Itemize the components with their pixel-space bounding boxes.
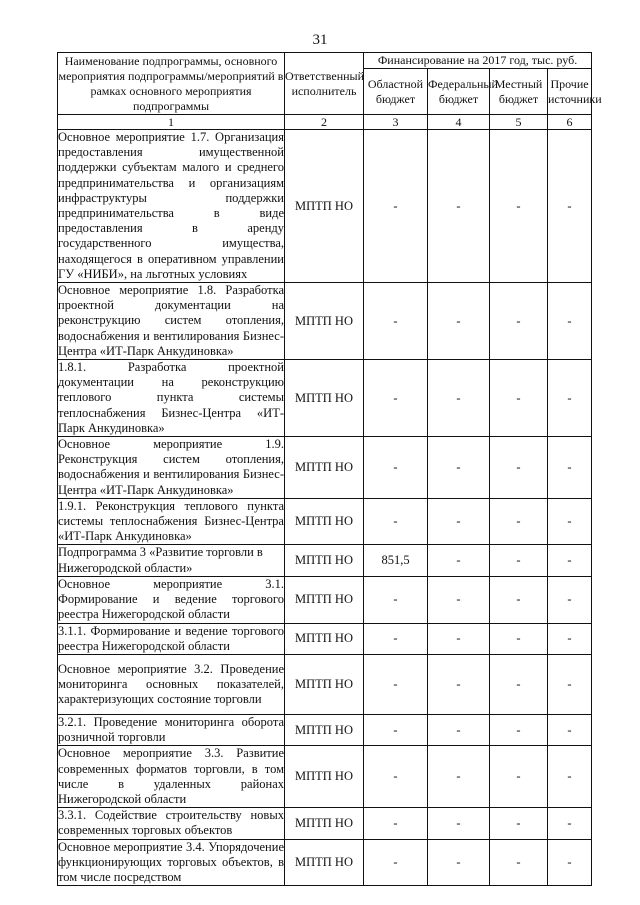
page-number: 31	[312, 32, 328, 48]
row-other: -	[548, 360, 592, 437]
row-other: -	[548, 283, 592, 360]
table-row	[58, 839, 592, 886]
column-number: 4	[428, 115, 490, 130]
row-name: 3.2.1. Проведение мониторинга оборота розничной торговли	[58, 714, 284, 745]
table-row	[58, 360, 592, 437]
row-local: -	[490, 839, 548, 886]
row-federal: -	[428, 360, 490, 437]
row-regional: -	[364, 839, 428, 886]
table-row	[58, 437, 592, 499]
table-row	[58, 808, 592, 839]
row-executor: МПТП НО	[285, 839, 364, 886]
row-regional: -	[364, 576, 428, 623]
row-local: -	[490, 283, 548, 360]
row-name: Основное мероприятие 3.3. Развитие современных форматов торговли, в том числе в удаленных районах Нижегородской области	[58, 746, 284, 806]
row-local: -	[490, 654, 548, 714]
row-local: -	[490, 576, 548, 623]
row-federal: -	[428, 130, 490, 283]
row-local: -	[490, 808, 548, 839]
row-local: -	[490, 360, 548, 437]
row-executor: МПТП НО	[285, 545, 364, 576]
row-other: -	[548, 437, 592, 499]
header-regional-budget: Областной бюджет	[364, 69, 428, 115]
row-executor: МПТП НО	[285, 714, 364, 745]
row-local: -	[490, 498, 548, 545]
row-name: 1.9.1. Реконструкция теплового пункта системы теплоснабжения Бизнес-Центра «ИТ-Парк Анкудиновка»	[58, 498, 284, 544]
row-local: -	[490, 623, 548, 654]
row-other: -	[548, 498, 592, 545]
column-number: 3	[364, 115, 428, 130]
row-executor: МПТП НО	[285, 437, 364, 499]
table-row	[58, 746, 592, 808]
table-row	[58, 498, 592, 545]
table-row	[58, 576, 592, 623]
table-row	[58, 545, 592, 576]
row-other: -	[548, 130, 592, 283]
header-financing: Финансирование на 2017 год, тыс. руб.	[364, 53, 592, 69]
row-regional: -	[364, 283, 428, 360]
row-local: -	[490, 437, 548, 499]
row-name: Основное мероприятие 1.9. Реконструкция систем отопления, водоснабжения и вентилирования Бизнес-Центра «ИТ-Парк Анкудиновка»	[58, 437, 284, 497]
row-name: 3.1.1. Формирование и ведение торгового реестра Нижегородской области	[58, 623, 284, 653]
header-other-sources: Прочие источники	[548, 69, 592, 115]
row-federal: -	[428, 654, 490, 714]
row-other: -	[548, 808, 592, 839]
column-number: 5	[490, 115, 548, 130]
row-executor: МПТП НО	[285, 576, 364, 623]
row-name: Основное мероприятие 1.8. Разработка проектной документации на реконструкцию систем отопления, водоснабжения и вентилирования Бизнес-Центра «ИТ-Парк Анкудиновка»	[58, 283, 284, 358]
row-federal: -	[428, 746, 490, 808]
row-federal: -	[428, 623, 490, 654]
table-row	[58, 654, 592, 714]
financing-table	[57, 52, 602, 886]
header-local-budget: Местный бюджет	[490, 69, 548, 115]
header-federal-budget: Федеральный бюджет	[428, 69, 490, 115]
row-executor: МПТП НО	[285, 130, 364, 283]
row-regional: -	[364, 654, 428, 714]
row-other: -	[548, 623, 592, 654]
row-executor: МПТП НО	[285, 654, 364, 714]
row-name: 3.3.1. Содействие строительству новых современных торговых объектов	[58, 808, 284, 838]
row-regional: -	[364, 437, 428, 499]
table-row	[58, 130, 592, 283]
row-regional: -	[364, 714, 428, 745]
row-federal: -	[428, 283, 490, 360]
row-federal: -	[428, 576, 490, 623]
row-other: -	[548, 576, 592, 623]
row-regional: -	[364, 130, 428, 283]
row-federal: -	[428, 808, 490, 839]
row-name: 1.8.1. Разработка проектной документации на реконструкцию теплового пункта системы теплоснабжения Бизнес-Центра «ИТ-Парк Анкудиновка»	[58, 360, 284, 435]
row-regional: -	[364, 360, 428, 437]
column-number: 1	[58, 115, 285, 130]
table-row	[58, 623, 592, 654]
row-federal: -	[428, 839, 490, 886]
row-federal: -	[428, 437, 490, 499]
header-executor: Ответственный исполнитель	[285, 53, 364, 115]
row-local: -	[490, 746, 548, 808]
row-name: Основное мероприятие 3.4. Упорядочение функционирующих торговых объектов, в том числе посредством	[58, 839, 284, 884]
row-name: Основное мероприятие 3.2. Проведение мониторинга основных показателей, характеризующих состояние торговли	[58, 654, 285, 714]
row-name: Основное мероприятие 1.7. Организация предоставления имущественной поддержки субъектам малого и среднего предпринимательства и организациям инфраструктуры поддержки предпринимательства в виде предоставления в аренду государственного имущества, находящегося в оперативном управлении ГУ «НИБИ», на льготных условиях	[58, 130, 284, 281]
row-executor: МПТП НО	[285, 360, 364, 437]
row-other: -	[548, 839, 592, 886]
row-executor: МПТП НО	[285, 623, 364, 654]
row-executor: МПТП НО	[285, 283, 364, 360]
row-name: Основное мероприятие 3.1. Формирование и ведение торгового реестра Нижегородской области	[58, 576, 284, 622]
row-name: Подпрограмма 3 «Развитие торговли в Нижегородской области»	[58, 545, 285, 576]
row-regional: -	[364, 498, 428, 545]
row-other: -	[548, 545, 592, 576]
row-other: -	[548, 714, 592, 745]
table-row	[58, 283, 592, 360]
row-executor: МПТП НО	[285, 498, 364, 545]
row-executor: МПТП НО	[285, 746, 364, 808]
row-local: -	[490, 545, 548, 576]
row-regional: -	[364, 746, 428, 808]
row-regional: -	[364, 623, 428, 654]
column-numbers-row	[58, 115, 592, 130]
row-other: -	[548, 654, 592, 714]
row-federal: -	[428, 498, 490, 545]
table-row	[58, 714, 592, 745]
row-local: -	[490, 714, 548, 745]
row-regional: -	[364, 808, 428, 839]
row-federal: -	[428, 545, 490, 576]
row-federal: -	[428, 714, 490, 745]
row-other: -	[548, 746, 592, 808]
column-number: 2	[285, 115, 364, 130]
row-local: -	[490, 130, 548, 283]
header-name: Наименование подпрограммы, основного мероприятия подпрограммы/мероприятий в рамках основного мероприятия подпрограммы	[58, 53, 284, 113]
row-executor: МПТП НО	[285, 808, 364, 839]
row-regional: 851,5	[364, 545, 428, 576]
column-number: 6	[548, 115, 592, 130]
